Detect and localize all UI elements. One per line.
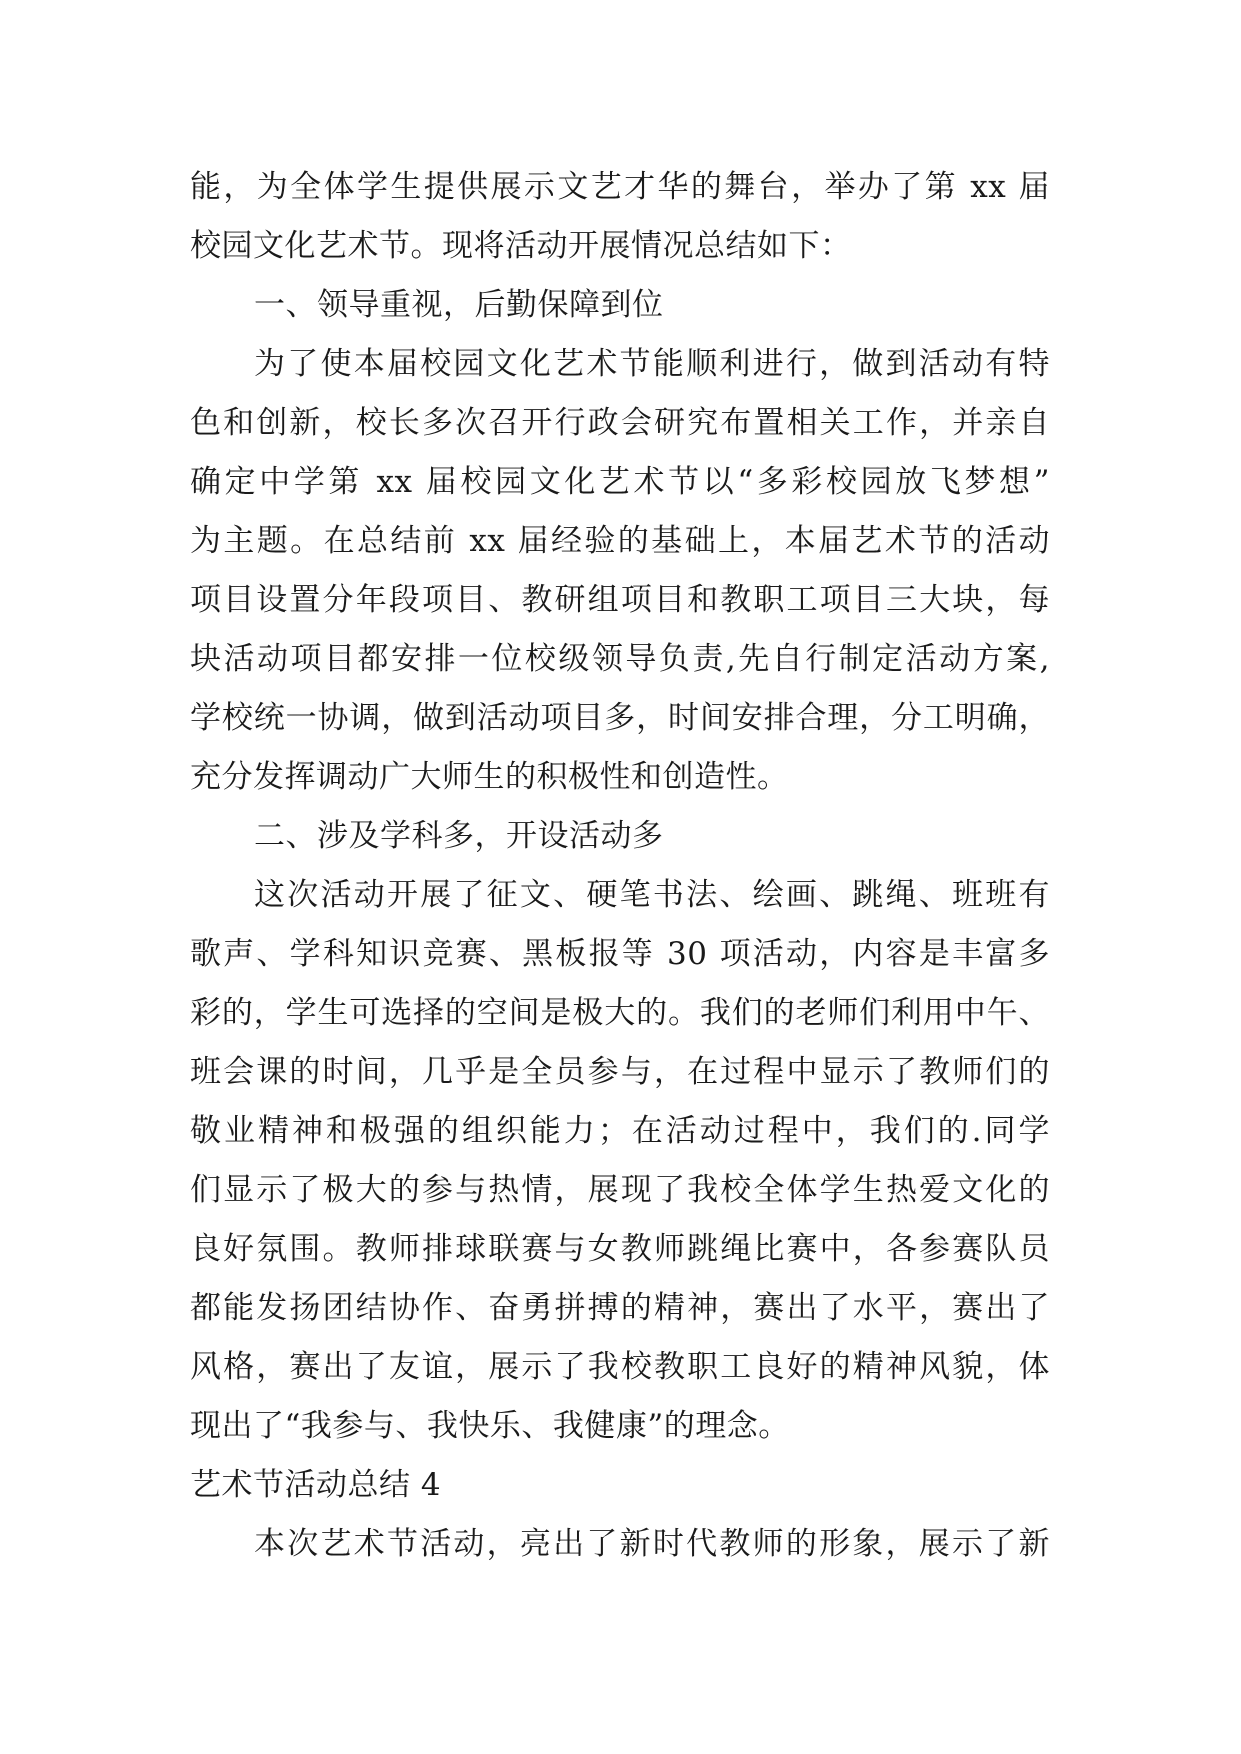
paragraph-line: 这次活动开展了征文、硬笔书法、绘画、跳绳、班班有	[254, 877, 1050, 913]
paragraph-line: 们显示了极大的参与热情，展现了我校全体学生热爱文化的	[190, 1172, 1050, 1208]
paragraph-line: 风格，赛出了友谊，展示了我校教职工良好的精神风貌，体	[190, 1349, 1050, 1385]
section-heading: 一、领导重视，后勤保障到位	[254, 287, 664, 323]
paragraph-line: 良好氛围。教师排球联赛与女教师跳绳比赛中，各参赛队员	[190, 1231, 1050, 1267]
paragraph-line: 歌声、学科知识竞赛、黑板报等 30 项活动，内容是丰富多	[190, 936, 1050, 972]
paragraph-line: 能，为全体学生提供展示文艺才华的舞台，举办了第 xx 届	[190, 169, 1050, 205]
paragraph-line: 为了使本届校园文化艺术节能顺利进行，做到活动有特	[254, 346, 1050, 382]
section-heading: 二、涉及学科多，开设活动多	[254, 818, 664, 854]
paragraph-line: 彩的，学生可选择的空间是极大的。我们的老师们利用中午、	[190, 995, 1050, 1031]
paragraph-line: 校园文化艺术节。现将活动开展情况总结如下：	[190, 228, 852, 264]
document-body	[190, 158, 1050, 1574]
paragraph-line: 现出了“我参与、我快乐、我健康”的理念。	[190, 1408, 790, 1444]
paragraph-line: 为主题。在总结前 xx 届经验的基础上，本届艺术节的活动	[190, 523, 1050, 559]
paragraph-line: 本次艺术节活动，亮出了新时代教师的形象，展示了新	[254, 1526, 1050, 1562]
paragraph-line: 色和创新，校长多次召开行政会研究布置相关工作，并亲自	[190, 405, 1050, 441]
paragraph-line: 充分发挥调动广大师生的积极性和创造性。	[190, 759, 789, 795]
paragraph-line: 都能发扬团结协作、奋勇拼搏的精神，赛出了水平，赛出了	[190, 1290, 1050, 1326]
paragraph-line: 确定中学第 xx 届校园文化艺术节以“多彩校园放飞梦想”	[190, 464, 1050, 500]
article-title: 艺术节活动总结 4	[190, 1467, 442, 1503]
paragraph-line: 项目设置分年段项目、教研组项目和教职工项目三大块，每	[190, 582, 1050, 618]
paragraph-line: 块活动项目都安排一位校级领导负责,先自行制定活动方案,	[190, 641, 1050, 677]
paragraph-line: 敬业精神和极强的组织能力；在活动过程中，我们的.同学	[190, 1113, 1050, 1149]
paragraph-line: 学校统一协调，做到活动项目多，时间安排合理，分工明确，	[190, 700, 1050, 736]
paragraph-line: 班会课的时间，几乎是全员参与，在过程中显示了教师们的	[190, 1054, 1050, 1090]
